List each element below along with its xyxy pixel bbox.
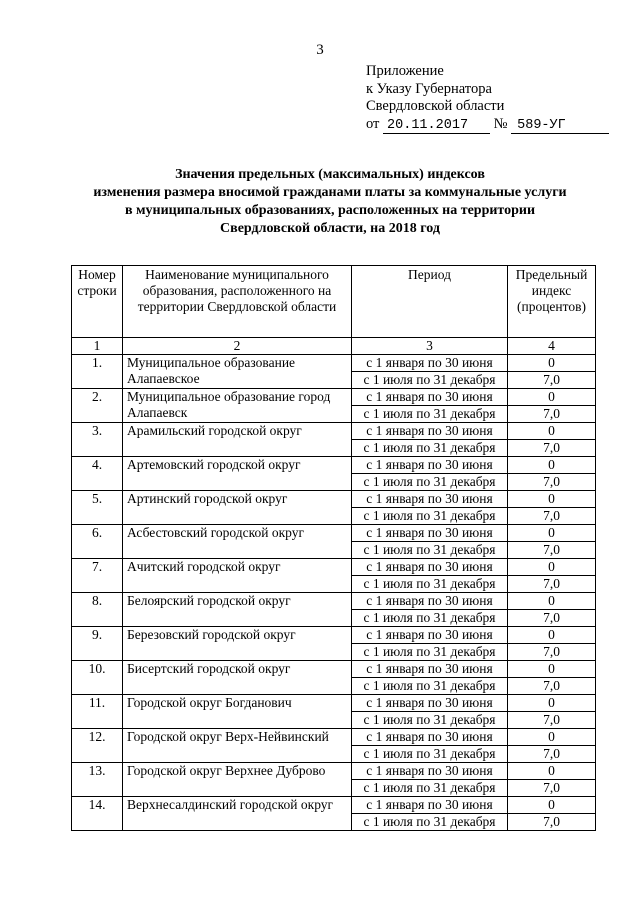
index-second-half: 7,0 xyxy=(508,644,596,661)
municipality-name: Бисертский городской округ xyxy=(123,661,352,695)
period-first-half: с 1 января по 30 июня xyxy=(352,389,508,406)
appendix-line-1: Приложение xyxy=(366,63,444,79)
appendix-line-2: к Указу Губернатора xyxy=(366,80,492,97)
period-second-half: с 1 июля по 31 декабря xyxy=(352,678,508,695)
municipality-name: Асбестовский городской округ xyxy=(123,525,352,559)
index-first-half: 0 xyxy=(508,491,596,508)
index-first-half: 0 xyxy=(508,525,596,542)
municipality-name: Ачитский городской округ xyxy=(123,559,352,593)
title-line-1: Значения предельных (максимальных) индексов xyxy=(175,167,485,182)
appendix-date-line xyxy=(366,116,609,134)
period-first-half: с 1 января по 30 июня xyxy=(352,729,508,746)
municipality-name: Верхнесалдинский городской округ xyxy=(123,797,352,831)
index-first-half: 0 xyxy=(508,661,596,678)
index-second-half: 7,0 xyxy=(508,814,596,831)
header-index: Предельный индекс (процентов) xyxy=(508,266,596,338)
row-number: 10. xyxy=(72,661,123,695)
index-first-half: 0 xyxy=(508,389,596,406)
table-row xyxy=(72,729,596,746)
table-header-row xyxy=(72,266,596,338)
from-label: от xyxy=(366,115,380,132)
index-first-half: 0 xyxy=(508,627,596,644)
column-index-row xyxy=(72,338,596,355)
table-body xyxy=(72,355,596,831)
municipality-name: Березовский городской округ xyxy=(123,627,352,661)
period-first-half: с 1 января по 30 июня xyxy=(352,559,508,576)
index-second-half: 7,0 xyxy=(508,610,596,627)
municipality-name: Артемовский городской округ xyxy=(123,457,352,491)
table-row xyxy=(72,525,596,542)
row-number: 13. xyxy=(72,763,123,797)
table-row xyxy=(72,797,596,814)
row-number: 9. xyxy=(72,627,123,661)
header-municipality: Наименование муниципального образования, расположенного на территории Свердловской области xyxy=(123,266,352,338)
period-first-half: с 1 января по 30 июня xyxy=(352,797,508,814)
period-first-half: с 1 января по 30 июня xyxy=(352,627,508,644)
municipality-name: Белоярский городской округ xyxy=(123,593,352,627)
municipality-name: Муниципальное образование Алапаевское xyxy=(123,355,352,389)
period-first-half: с 1 января по 30 июня xyxy=(352,593,508,610)
index-second-half: 7,0 xyxy=(508,372,596,389)
index-first-half: 0 xyxy=(508,423,596,440)
row-number: 7. xyxy=(72,559,123,593)
table-row xyxy=(72,559,596,576)
decree-number: 589-УГ xyxy=(511,118,609,134)
index-second-half: 7,0 xyxy=(508,712,596,729)
title-line-4: Свердловской области, на 2018 год xyxy=(220,221,440,236)
document-title xyxy=(60,166,600,238)
index-second-half: 7,0 xyxy=(508,746,596,763)
row-number: 5. xyxy=(72,491,123,525)
period-second-half: с 1 июля по 31 декабря xyxy=(352,372,508,389)
title-line-3: в муниципальных образованиях, расположенных на территории xyxy=(124,203,536,218)
table-row xyxy=(72,355,596,372)
index-first-half: 0 xyxy=(508,763,596,780)
municipality-name: Городской округ Богданович xyxy=(123,695,352,729)
table-row xyxy=(72,457,596,474)
index-first-half: 0 xyxy=(508,695,596,712)
index-second-half: 7,0 xyxy=(508,440,596,457)
row-number: 2. xyxy=(72,389,123,423)
index-second-half: 7,0 xyxy=(508,474,596,491)
table-row xyxy=(72,491,596,508)
row-number: 8. xyxy=(72,593,123,627)
municipality-name: Городской округ Верх-Нейвинский xyxy=(123,729,352,763)
index-first-half: 0 xyxy=(508,593,596,610)
period-first-half: с 1 января по 30 июня xyxy=(352,695,508,712)
row-number: 4. xyxy=(72,457,123,491)
row-number: 6. xyxy=(72,525,123,559)
appendix-block xyxy=(366,63,609,134)
column-index: 1 xyxy=(72,338,123,355)
index-first-half: 0 xyxy=(508,355,596,372)
row-number: 11. xyxy=(72,695,123,729)
table-row xyxy=(72,661,596,678)
index-second-half: 7,0 xyxy=(508,678,596,695)
column-index: 2 xyxy=(123,338,352,355)
appendix-line-3: Свердловской области xyxy=(366,98,505,114)
index-second-half: 7,0 xyxy=(508,542,596,559)
period-first-half: с 1 января по 30 июня xyxy=(352,423,508,440)
table-row xyxy=(72,695,596,712)
index-first-half: 0 xyxy=(508,457,596,474)
index-second-half: 7,0 xyxy=(508,780,596,797)
period-second-half: с 1 июля по 31 декабря xyxy=(352,440,508,457)
table-row xyxy=(72,627,596,644)
index-second-half: 7,0 xyxy=(508,508,596,525)
table-row xyxy=(72,389,596,406)
period-second-half: с 1 июля по 31 декабря xyxy=(352,644,508,661)
index-first-half: 0 xyxy=(508,559,596,576)
indices-table xyxy=(71,265,596,831)
period-second-half: с 1 июля по 31 декабря xyxy=(352,712,508,729)
period-first-half: с 1 января по 30 июня xyxy=(352,525,508,542)
period-first-half: с 1 января по 30 июня xyxy=(352,661,508,678)
index-second-half: 7,0 xyxy=(508,406,596,423)
column-index: 3 xyxy=(352,338,508,355)
row-number: 14. xyxy=(72,797,123,831)
page-number: 3 xyxy=(316,42,324,58)
municipality-name: Арамильский городской округ xyxy=(123,423,352,457)
index-first-half: 0 xyxy=(508,729,596,746)
period-first-half: с 1 января по 30 июня xyxy=(352,763,508,780)
period-second-half: с 1 июля по 31 декабря xyxy=(352,610,508,627)
index-first-half: 0 xyxy=(508,797,596,814)
row-number: 12. xyxy=(72,729,123,763)
table-row xyxy=(72,593,596,610)
decree-date: 20.11.2017 xyxy=(383,118,490,134)
number-label: № xyxy=(493,115,508,132)
header-row-number: Номер строки xyxy=(72,266,123,338)
header-period: Период xyxy=(352,266,508,338)
table-row xyxy=(72,763,596,780)
column-index: 4 xyxy=(508,338,596,355)
period-first-half: с 1 января по 30 июня xyxy=(352,457,508,474)
period-second-half: с 1 июля по 31 декабря xyxy=(352,780,508,797)
period-second-half: с 1 июля по 31 декабря xyxy=(352,508,508,525)
period-first-half: с 1 января по 30 июня xyxy=(352,491,508,508)
period-first-half: с 1 января по 30 июня xyxy=(352,355,508,372)
period-second-half: с 1 июля по 31 декабря xyxy=(352,474,508,491)
municipality-name: Артинский городской округ xyxy=(123,491,352,525)
period-second-half: с 1 июля по 31 декабря xyxy=(352,542,508,559)
title-line-2: изменения размера вносимой гражданами платы за коммунальные услуги xyxy=(93,185,567,200)
index-second-half: 7,0 xyxy=(508,576,596,593)
municipality-name: Городской округ Верхнее Дуброво xyxy=(123,763,352,797)
period-second-half: с 1 июля по 31 декабря xyxy=(352,576,508,593)
row-number: 1. xyxy=(72,355,123,389)
period-second-half: с 1 июля по 31 декабря xyxy=(352,746,508,763)
period-second-half: с 1 июля по 31 декабря xyxy=(352,814,508,831)
table-row xyxy=(72,423,596,440)
row-number: 3. xyxy=(72,423,123,457)
municipality-name: Муниципальное образование город Алапаевск xyxy=(123,389,352,423)
period-second-half: с 1 июля по 31 декабря xyxy=(352,406,508,423)
